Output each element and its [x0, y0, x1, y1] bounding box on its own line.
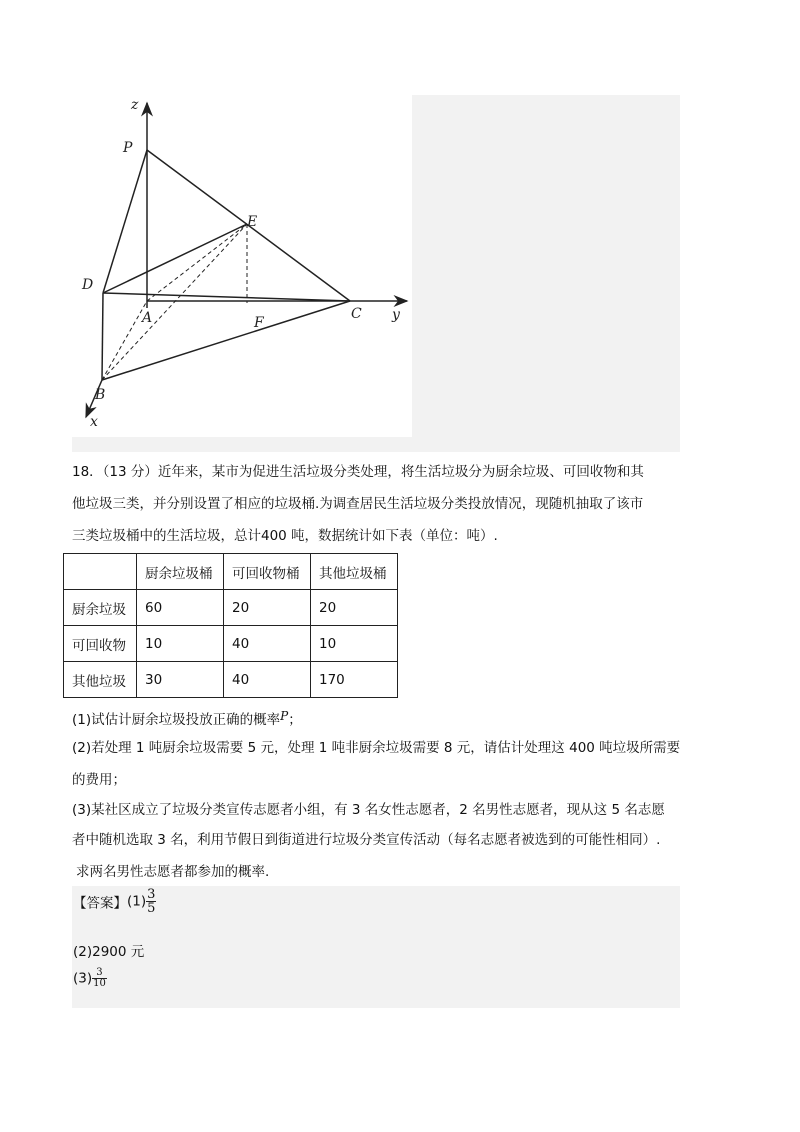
part-3-line-3: 求两名男性志愿者都参加的概率.: [76, 864, 270, 880]
answer-3-fraction: [92, 968, 107, 989]
part-2-line-2: 的费用；: [72, 772, 126, 788]
edge-PD: [103, 150, 147, 293]
answer-3: [73, 968, 107, 989]
label-A: A: [142, 310, 153, 326]
table-header-cell: 厨余垃圾桶: [137, 554, 224, 590]
part-1-end: ；: [288, 712, 302, 728]
table-header-cell: [64, 554, 137, 590]
label-z: z: [131, 97, 139, 113]
answer-section: [72, 886, 680, 1008]
table-cell: 170: [311, 662, 398, 698]
answer-1-prefix: (1): [127, 893, 147, 910]
part-1-question: [72, 706, 302, 730]
label-x: x: [90, 414, 98, 430]
part-1-text: (1)试估计厨余垃圾投放正确的概率: [72, 712, 281, 728]
question-line-2: 他垃圾三类，并分别设置了相应的垃圾桶.为调查居民生活垃圾分类投放情况，现随机抽取了该市: [72, 496, 644, 512]
geometry-figure: [72, 95, 412, 440]
table-row: [64, 590, 398, 626]
part-3-line-2: 者中随机选取 3 名，利用节假日到街道进行垃圾分类宣传活动（每名志愿者被选到的可能性相同）.: [72, 832, 661, 848]
data-table: [63, 553, 398, 698]
question-line-3: 三类垃圾桶中的生活垃圾，总计400 吨，数据统计如下表（单位：吨）.: [72, 528, 498, 544]
table-row-header: 厨余垃圾: [64, 590, 137, 626]
table-cell: 40: [224, 626, 311, 662]
answer-label: 【答案】: [73, 895, 127, 912]
answer-1: [73, 888, 156, 915]
part-3-line-1: (3)某社区成立了垃圾分类宣传志愿者小组，有 3 名女性志愿者，2 名男性志愿者，现从这 5 名志愿: [72, 802, 665, 818]
edge-AE: [147, 224, 247, 301]
answer-1-numerator: 3: [147, 887, 156, 902]
table-header-cell: 可回收物桶: [224, 554, 311, 590]
label-P: P: [123, 140, 133, 156]
table-cell: 20: [224, 590, 311, 626]
answer-3-denominator: 10: [93, 978, 106, 989]
table-header-cell: 其他垃圾桶: [311, 554, 398, 590]
table-cell: 40: [224, 662, 311, 698]
table-header-row: [64, 554, 398, 590]
table-row-header: 其他垃圾: [64, 662, 137, 698]
part-2-line-1: (2)若处理 1 吨厨余垃圾需要 5 元，处理 1 吨非厨余垃圾需要 8 元，请估计处理这 400 吨垃圾所需要: [72, 740, 681, 756]
table-cell: 60: [137, 590, 224, 626]
table-row: [64, 626, 398, 662]
answer-3-prefix: (3): [73, 970, 93, 987]
label-D: D: [82, 277, 94, 293]
label-E: E: [247, 214, 258, 230]
part-1-variable: P: [280, 709, 289, 723]
table-row-header: 可回收物: [64, 626, 137, 662]
edge-DC: [103, 293, 350, 301]
answer-2: (2)2900 元: [73, 944, 145, 960]
answer-3-numerator: 3: [92, 968, 107, 979]
table-cell: 20: [311, 590, 398, 626]
table-cell: 10: [311, 626, 398, 662]
table-row: [64, 662, 398, 698]
label-B: B: [95, 387, 106, 403]
edge-DE: [103, 224, 247, 293]
answer-1-denominator: 5: [147, 901, 156, 916]
table-cell: 10: [137, 626, 224, 662]
label-y: y: [392, 307, 400, 323]
label-F: F: [254, 315, 264, 331]
table-cell: 30: [137, 662, 224, 698]
answer-1-fraction: [146, 888, 156, 915]
edge-BC: [102, 301, 350, 380]
edge-DB: [102, 293, 103, 380]
question-line-1: 18．（13 分）近年来，某市为促进生活垃圾分类处理，将生活垃圾分为厨余垃圾、可回收物和其: [72, 464, 644, 480]
label-C: C: [351, 306, 362, 322]
